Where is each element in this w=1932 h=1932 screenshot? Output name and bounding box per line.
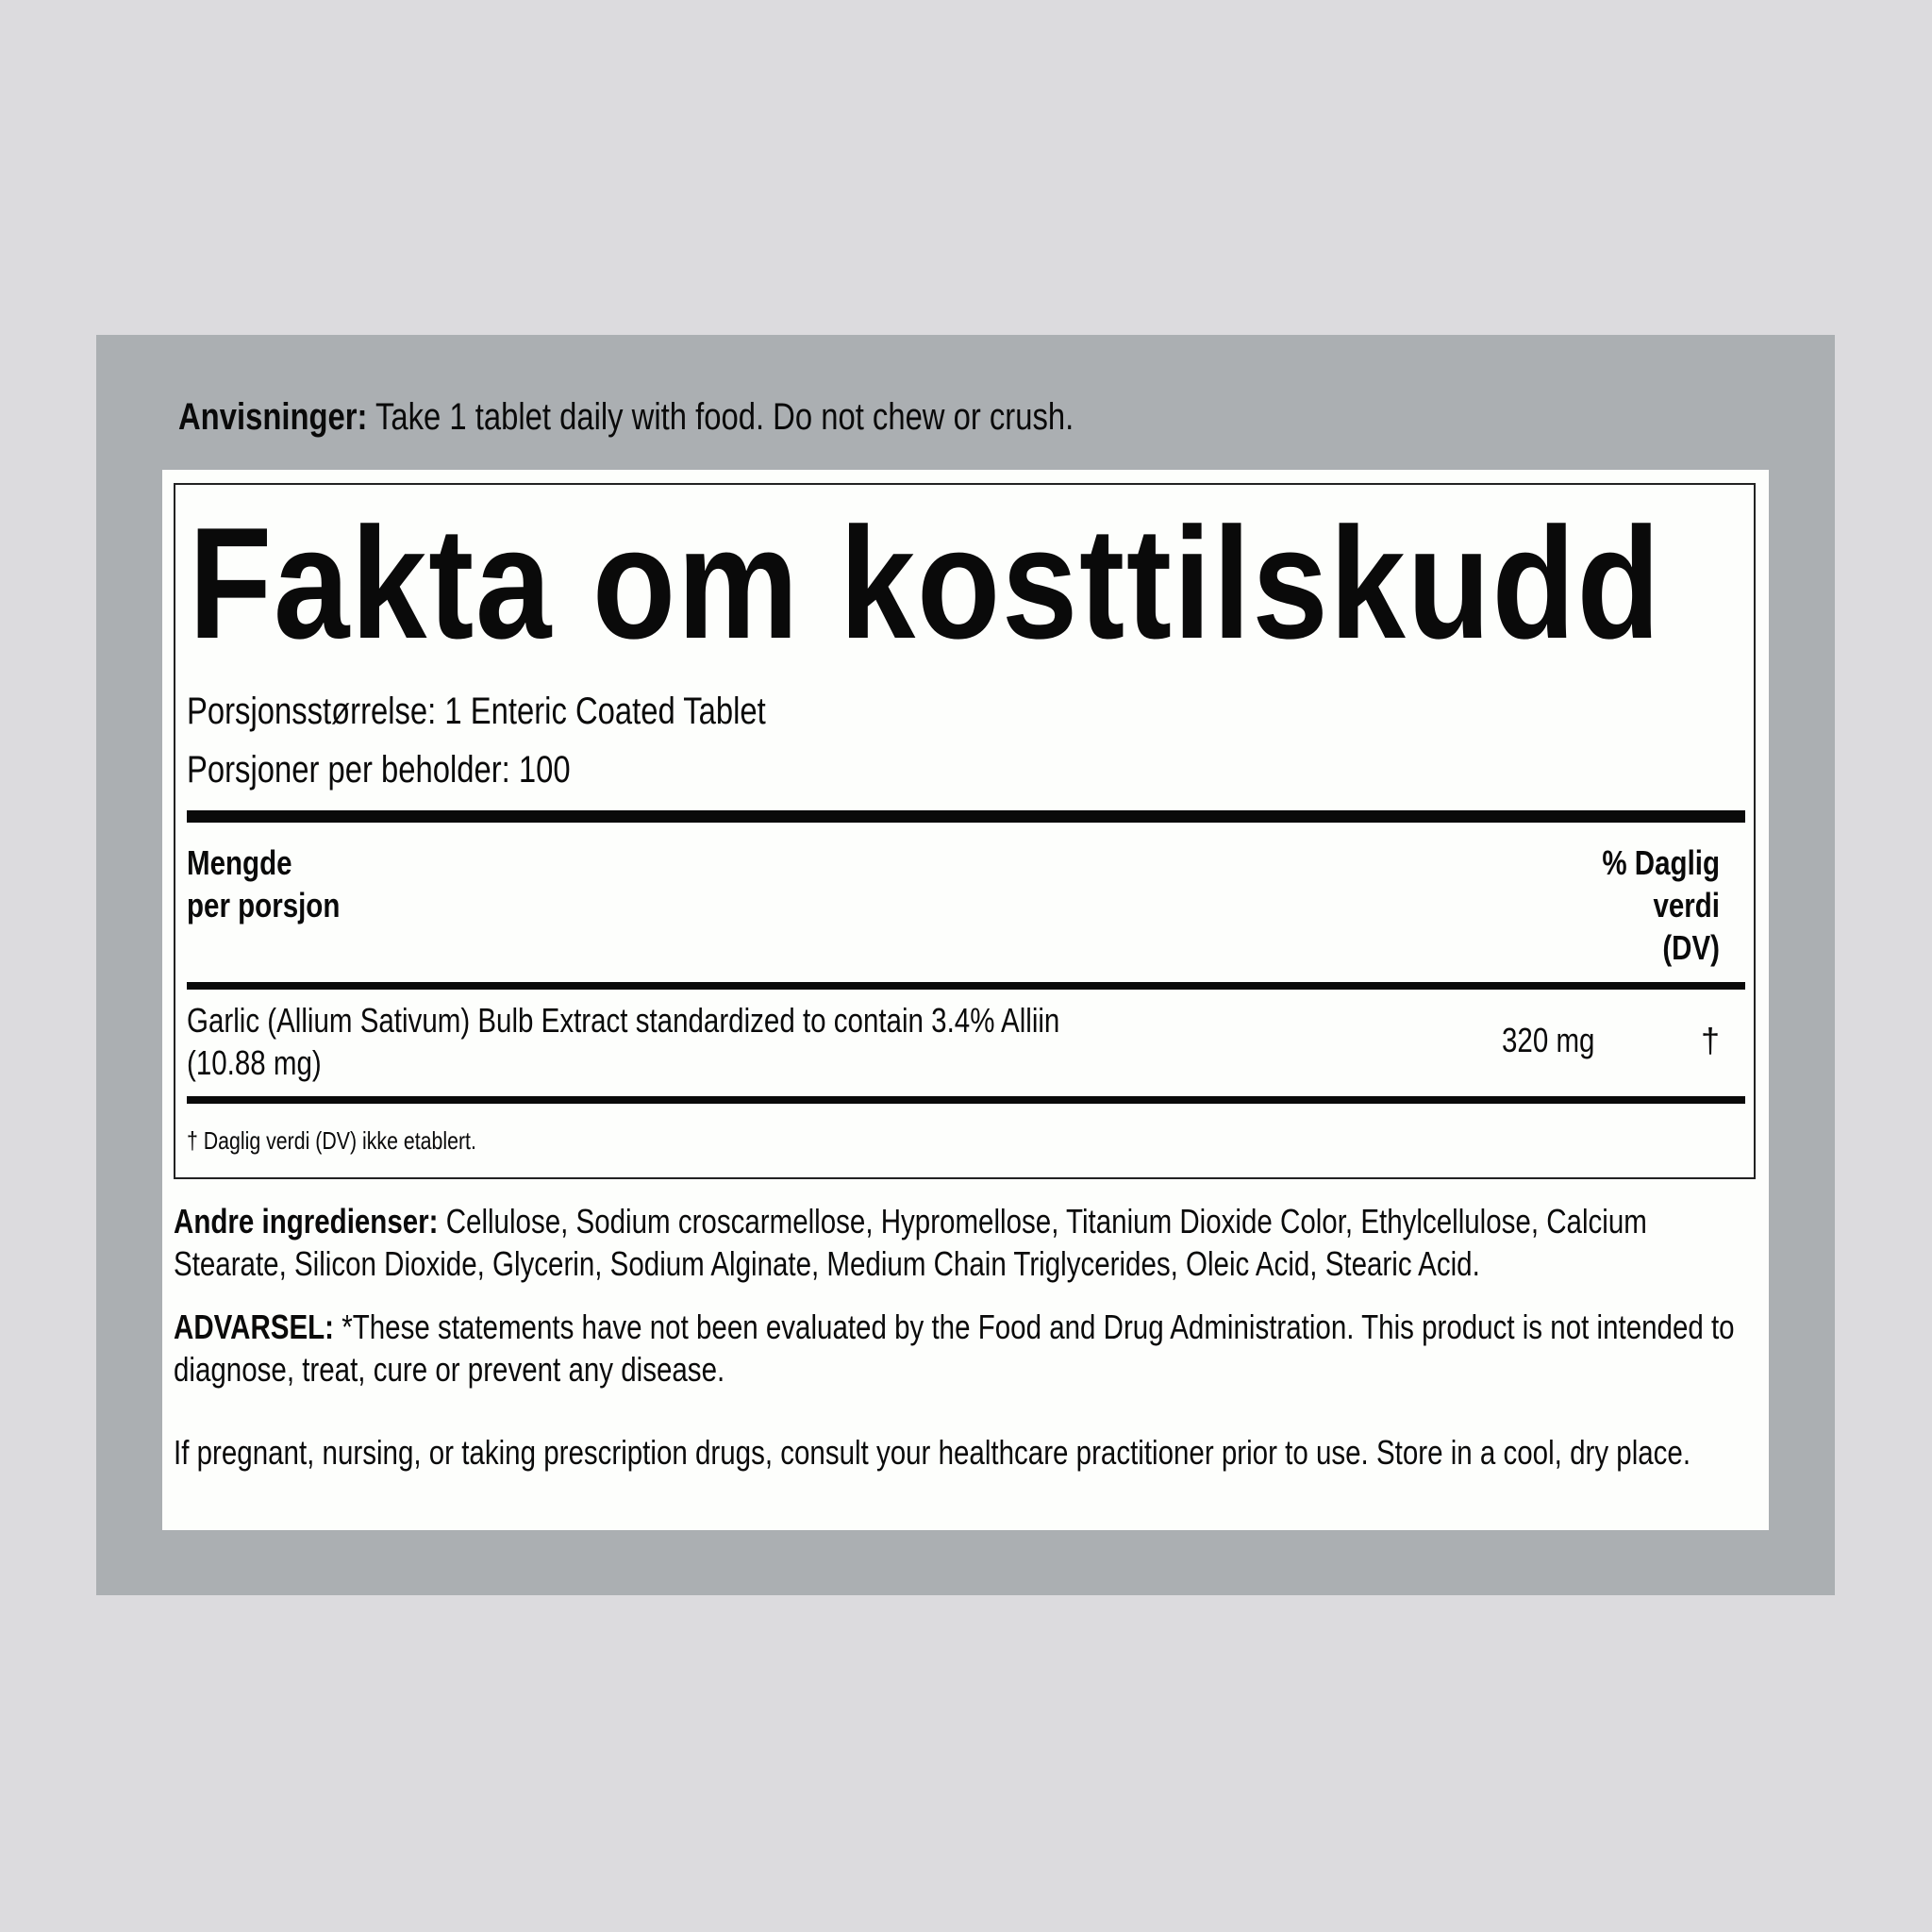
other-ingredients-label: Andre ingredienser: [174, 1202, 439, 1241]
directions [178, 396, 1074, 439]
serving-size: Porsjonsstørrelse: 1 Enteric Coated Tablet [187, 691, 766, 732]
ingredient-amount: 320 mg [1502, 1021, 1595, 1059]
directions-label: Anvisninger: [178, 396, 368, 438]
header-amount [187, 841, 340, 926]
header-dv-line3: (DV) [1662, 928, 1720, 967]
header-daily-value [1602, 841, 1720, 969]
other-ingredients-text: Cellulose, Sodium croscarmellose, Hypromellose, Titanium Dioxide Color, Ethylcellulose, Calcium Stearate, Silicon Dioxide, Glycerin, Sodium Alginate, Medium Chain Triglycerides, Oleic Acid, Stearic Acid. [174, 1202, 1647, 1283]
ingredient-name: Garlic (Allium Sativum) Bulb Extract standardized to contain 3.4% Alliin (10.88 mg) [187, 1001, 1060, 1082]
warning-text: *These statements have not been evaluated by the Food and Drug Administration. This product is not intended to diagnose, treat, cure or prevent any disease. [174, 1307, 1735, 1389]
supplement-facts-box [174, 483, 1756, 1179]
rule [187, 982, 1745, 990]
warning [174, 1306, 1759, 1391]
warning-label: ADVARSEL: [174, 1307, 335, 1346]
directions-text: Take 1 tablet daily with food. Do not chew or crush. [367, 396, 1074, 438]
facts-title: Fakta om kosttilskudd [189, 494, 1662, 672]
other-ingredients [174, 1200, 1759, 1285]
header-amount-line2: per porsjon [187, 886, 341, 924]
footnote: † Daglig verdi (DV) ikke etablert. [187, 1126, 476, 1155]
thick-rule [187, 810, 1745, 823]
ingredient-dv: † [1700, 1021, 1720, 1059]
servings-per-container: Porsjoner per beholder: 100 [187, 749, 571, 791]
header-dv-line1: % Daglig [1602, 843, 1720, 882]
header-amount-line1: Mengde [187, 843, 292, 882]
warning-extra: If pregnant, nursing, or taking prescription drugs, consult your healthcare practitioner prior to use. Store in a cool, dry place. [174, 1433, 1691, 1472]
rule [187, 1096, 1745, 1104]
header-dv-line2: verdi [1653, 886, 1720, 924]
